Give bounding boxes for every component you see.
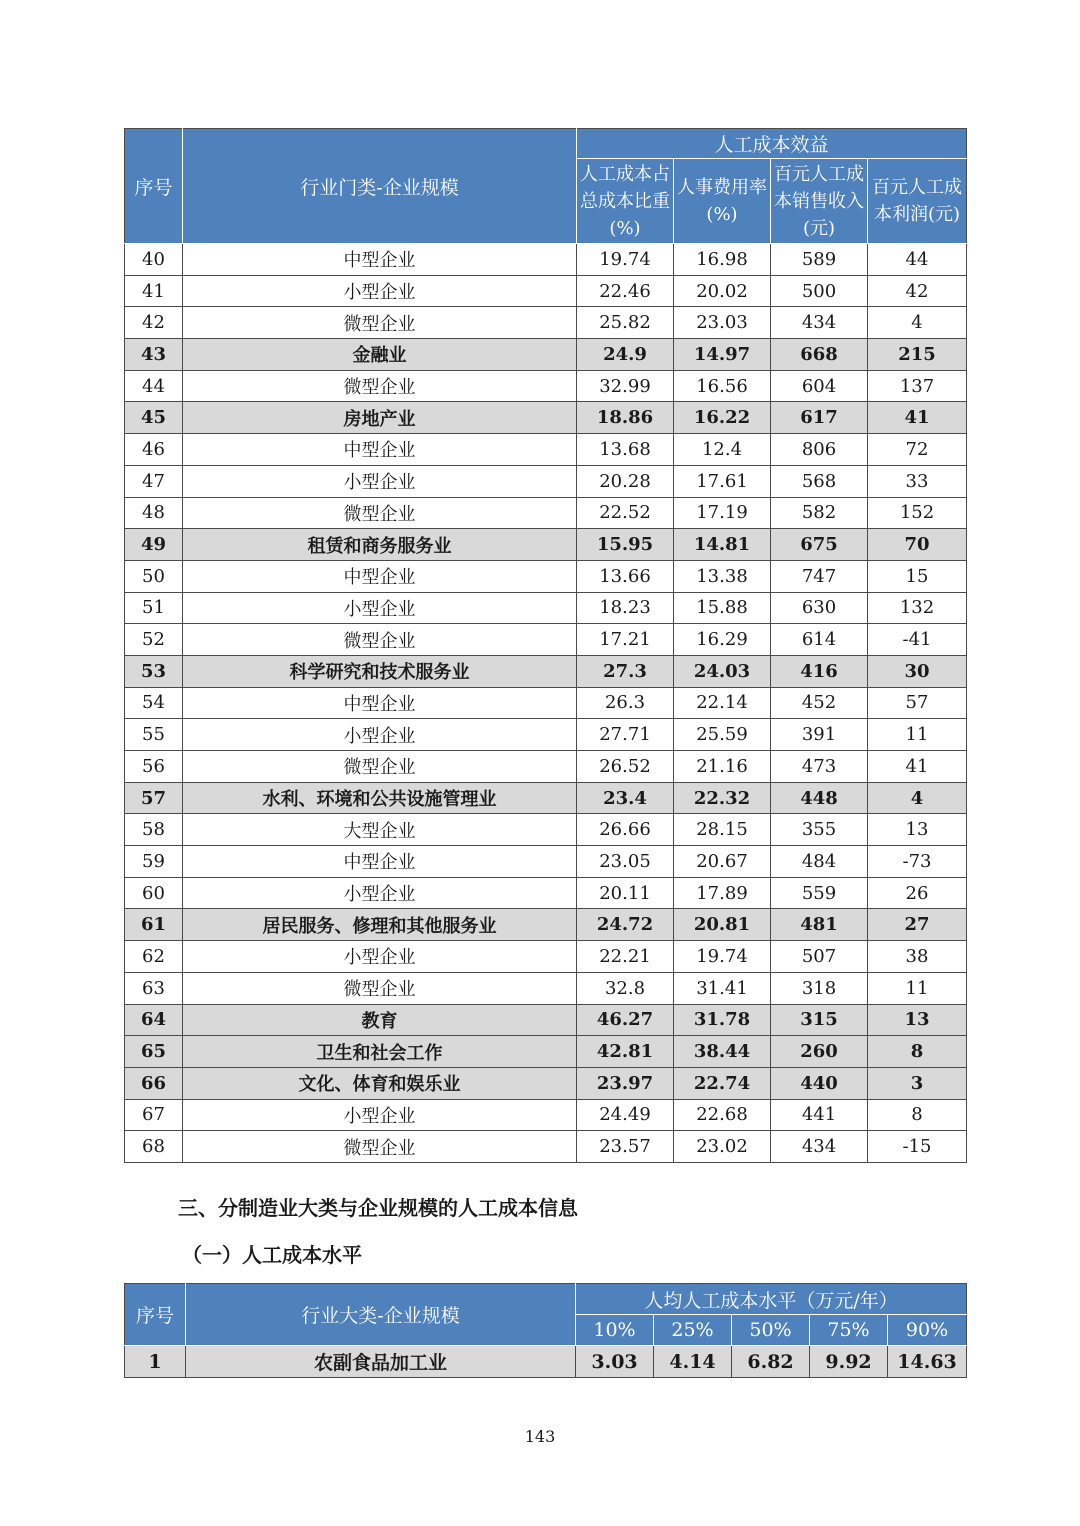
cell-profit-per-100-cost: 215 — [868, 339, 967, 371]
cell-profit-per-100-cost: 15 — [868, 560, 967, 592]
table-row — [125, 941, 967, 973]
cell-index: 40 — [125, 244, 183, 276]
cell-profit-per-100-cost: 57 — [868, 687, 967, 719]
cell-cost-share: 17.21 — [577, 624, 674, 656]
cell-sales-per-100-cost: 559 — [771, 877, 868, 909]
cell-cost-share: 27.3 — [577, 655, 674, 687]
table-row — [125, 909, 967, 941]
cell-sales-per-100-cost: 747 — [771, 560, 868, 592]
cell-sales-per-100-cost: 675 — [771, 529, 868, 561]
cell-profit-per-100-cost: 3 — [868, 1067, 967, 1099]
table-row — [125, 1131, 967, 1163]
cell-profit-per-100-cost: -15 — [868, 1131, 967, 1163]
cell-p25: 4.14 — [654, 1346, 732, 1378]
cell-profit-per-100-cost: 41 — [868, 751, 967, 783]
cell-category: 小型企业 — [183, 592, 577, 624]
cell-index: 50 — [125, 560, 183, 592]
cell-index: 65 — [125, 1036, 183, 1068]
cell-sales-per-100-cost: 260 — [771, 1036, 868, 1068]
cell-sales-per-100-cost: 355 — [771, 814, 868, 846]
cell-category: 微型企业 — [183, 624, 577, 656]
cell-index: 45 — [125, 402, 183, 434]
table-row — [125, 719, 967, 751]
header-profit-per-100-cost: 百元人工成本利润(元) — [868, 159, 967, 244]
cell-sales-per-100-cost: 500 — [771, 275, 868, 307]
cell-personnel-expense-rate: 17.19 — [674, 497, 771, 529]
table-row — [125, 846, 967, 878]
cell-sales-per-100-cost: 440 — [771, 1067, 868, 1099]
section-title: 三、分制造业大类与企业规模的人工成本信息 — [178, 1196, 578, 1220]
cell-personnel-expense-rate: 28.15 — [674, 814, 771, 846]
cell-cost-share: 32.99 — [577, 370, 674, 402]
table-row — [125, 307, 967, 339]
cell-personnel-expense-rate: 13.38 — [674, 560, 771, 592]
cell-index: 67 — [125, 1099, 183, 1131]
cell-profit-per-100-cost: 8 — [868, 1036, 967, 1068]
cell-index: 61 — [125, 909, 183, 941]
cell-index: 49 — [125, 529, 183, 561]
cell-personnel-expense-rate: 12.4 — [674, 434, 771, 466]
cell-personnel-expense-rate: 38.44 — [674, 1036, 771, 1068]
cell-profit-per-100-cost: 30 — [868, 655, 967, 687]
cell-category: 中型企业 — [183, 687, 577, 719]
cell-cost-share: 22.52 — [577, 497, 674, 529]
cell-personnel-expense-rate: 22.32 — [674, 782, 771, 814]
cell-index: 51 — [125, 592, 183, 624]
cell-profit-per-100-cost: 11 — [868, 972, 967, 1004]
cell-cost-share: 22.46 — [577, 275, 674, 307]
cell-category: 小型企业 — [183, 877, 577, 909]
cell-category: 小型企业 — [183, 275, 577, 307]
cell-profit-per-100-cost: 132 — [868, 592, 967, 624]
cell-category: 微型企业 — [183, 497, 577, 529]
cell-sales-per-100-cost: 434 — [771, 1131, 868, 1163]
table-row — [125, 244, 967, 276]
cell-personnel-expense-rate: 17.61 — [674, 465, 771, 497]
cell-cost-share: 23.4 — [577, 782, 674, 814]
header-p25: 25% — [654, 1315, 732, 1346]
table-row — [125, 1099, 967, 1131]
cell-index: 42 — [125, 307, 183, 339]
header-index: 序号 — [125, 1284, 186, 1346]
table-row — [125, 655, 967, 687]
cell-sales-per-100-cost: 806 — [771, 434, 868, 466]
cell-profit-per-100-cost: 4 — [868, 782, 967, 814]
table-row — [125, 402, 967, 434]
cell-profit-per-100-cost: 38 — [868, 941, 967, 973]
cell-index: 58 — [125, 814, 183, 846]
cell-profit-per-100-cost: 4 — [868, 307, 967, 339]
cell-cost-share: 27.71 — [577, 719, 674, 751]
cell-sales-per-100-cost: 568 — [771, 465, 868, 497]
cell-index: 52 — [125, 624, 183, 656]
cell-cost-share: 15.95 — [577, 529, 674, 561]
header-p10: 10% — [576, 1315, 654, 1346]
cell-category: 房地产业 — [183, 402, 577, 434]
table-body — [125, 1346, 967, 1378]
page-number: 143 — [524, 1427, 556, 1446]
cell-profit-per-100-cost: 13 — [868, 814, 967, 846]
cell-cost-share: 24.49 — [577, 1099, 674, 1131]
cell-category: 文化、体育和娱乐业 — [183, 1067, 577, 1099]
cell-cost-share: 42.81 — [577, 1036, 674, 1068]
table-row — [125, 592, 967, 624]
table-row — [125, 782, 967, 814]
cell-category: 水利、环境和公共设施管理业 — [183, 782, 577, 814]
cell-category: 微型企业 — [183, 751, 577, 783]
cell-personnel-expense-rate: 20.67 — [674, 846, 771, 878]
table-row — [125, 1067, 967, 1099]
cell-category: 居民服务、修理和其他服务业 — [183, 909, 577, 941]
table-row — [125, 814, 967, 846]
cell-personnel-expense-rate: 22.74 — [674, 1067, 771, 1099]
cell-category: 微型企业 — [183, 370, 577, 402]
cell-profit-per-100-cost: 27 — [868, 909, 967, 941]
cell-personnel-expense-rate: 31.41 — [674, 972, 771, 1004]
header-sales-per-100-cost: 百元人工成本销售收入(元) — [771, 159, 868, 244]
cell-personnel-expense-rate: 21.16 — [674, 751, 771, 783]
cell-sales-per-100-cost: 315 — [771, 1004, 868, 1036]
cell-personnel-expense-rate: 22.68 — [674, 1099, 771, 1131]
header-cost-share: 人工成本占总成本比重(%) — [577, 159, 674, 244]
cell-cost-share: 23.97 — [577, 1067, 674, 1099]
cell-category: 租赁和商务服务业 — [183, 529, 577, 561]
cell-cost-share: 19.74 — [577, 244, 674, 276]
cell-category: 大型企业 — [183, 814, 577, 846]
cell-cost-share: 20.28 — [577, 465, 674, 497]
header-p50: 50% — [732, 1315, 810, 1346]
cell-sales-per-100-cost: 484 — [771, 846, 868, 878]
cell-cost-share: 26.52 — [577, 751, 674, 783]
table-row — [125, 751, 967, 783]
cell-sales-per-100-cost: 481 — [771, 909, 868, 941]
cell-profit-per-100-cost: 137 — [868, 370, 967, 402]
cell-cost-share: 13.66 — [577, 560, 674, 592]
cell-sales-per-100-cost: 507 — [771, 941, 868, 973]
cell-index: 54 — [125, 687, 183, 719]
cell-profit-per-100-cost: 13 — [868, 1004, 967, 1036]
cell-personnel-expense-rate: 16.29 — [674, 624, 771, 656]
cell-index: 66 — [125, 1067, 183, 1099]
cell-p90: 14.63 — [888, 1346, 967, 1378]
cell-index: 60 — [125, 877, 183, 909]
cell-sales-per-100-cost: 582 — [771, 497, 868, 529]
cell-cost-share: 23.05 — [577, 846, 674, 878]
cell-personnel-expense-rate: 24.03 — [674, 655, 771, 687]
cell-personnel-expense-rate: 16.98 — [674, 244, 771, 276]
cell-profit-per-100-cost: 26 — [868, 877, 967, 909]
cell-personnel-expense-rate: 22.14 — [674, 687, 771, 719]
table-row — [125, 560, 967, 592]
cell-index: 59 — [125, 846, 183, 878]
cell-sales-per-100-cost: 604 — [771, 370, 868, 402]
cell-cost-share: 18.23 — [577, 592, 674, 624]
cell-sales-per-100-cost: 589 — [771, 244, 868, 276]
table-row — [125, 434, 967, 466]
cell-profit-per-100-cost: 152 — [868, 497, 967, 529]
cell-index: 63 — [125, 972, 183, 1004]
cell-sales-per-100-cost: 416 — [771, 655, 868, 687]
table-row — [125, 1036, 967, 1068]
cell-personnel-expense-rate: 20.81 — [674, 909, 771, 941]
cell-personnel-expense-rate: 31.78 — [674, 1004, 771, 1036]
cell-index: 55 — [125, 719, 183, 751]
cell-index: 44 — [125, 370, 183, 402]
cell-sales-per-100-cost: 617 — [771, 402, 868, 434]
cost-level-table — [124, 1283, 967, 1378]
cell-personnel-expense-rate: 23.02 — [674, 1131, 771, 1163]
cell-profit-per-100-cost: -73 — [868, 846, 967, 878]
cell-index: 57 — [125, 782, 183, 814]
cell-sales-per-100-cost: 668 — [771, 339, 868, 371]
table-row — [125, 624, 967, 656]
table-row — [125, 687, 967, 719]
header-group-cost-efficiency: 人工成本效益 — [577, 129, 967, 159]
cell-index: 62 — [125, 941, 183, 973]
header-index: 序号 — [125, 129, 183, 244]
header-group-cost-level: 人均人工成本水平（万元/年） — [576, 1284, 967, 1315]
cell-profit-per-100-cost: 70 — [868, 529, 967, 561]
cell-cost-share: 22.21 — [577, 941, 674, 973]
cell-cost-share: 24.9 — [577, 339, 674, 371]
cell-cost-share: 24.72 — [577, 909, 674, 941]
cell-sales-per-100-cost: 318 — [771, 972, 868, 1004]
cell-category: 金融业 — [183, 339, 577, 371]
cell-index: 46 — [125, 434, 183, 466]
cell-profit-per-100-cost: 72 — [868, 434, 967, 466]
cost-efficiency-table — [124, 128, 967, 1163]
cell-sales-per-100-cost: 473 — [771, 751, 868, 783]
cell-p50: 6.82 — [732, 1346, 810, 1378]
cell-sales-per-100-cost: 452 — [771, 687, 868, 719]
cell-category: 科学研究和技术服务业 — [183, 655, 577, 687]
cell-personnel-expense-rate: 14.81 — [674, 529, 771, 561]
cell-category: 中型企业 — [183, 244, 577, 276]
cell-sales-per-100-cost: 614 — [771, 624, 868, 656]
cell-personnel-expense-rate: 15.88 — [674, 592, 771, 624]
cell-sales-per-100-cost: 391 — [771, 719, 868, 751]
table-row — [125, 972, 967, 1004]
cell-index: 68 — [125, 1131, 183, 1163]
subsection-title: （一）人工成本水平 — [182, 1243, 362, 1267]
cell-personnel-expense-rate: 16.22 — [674, 402, 771, 434]
cell-category: 小型企业 — [183, 465, 577, 497]
table-body — [125, 244, 967, 1163]
cell-profit-per-100-cost: 8 — [868, 1099, 967, 1131]
table-row — [125, 339, 967, 371]
cell-category: 小型企业 — [183, 719, 577, 751]
table-row — [125, 529, 967, 561]
cell-sales-per-100-cost: 441 — [771, 1099, 868, 1131]
cell-cost-share: 20.11 — [577, 877, 674, 909]
cell-profit-per-100-cost: 41 — [868, 402, 967, 434]
cell-personnel-expense-rate: 17.89 — [674, 877, 771, 909]
cell-p10: 3.03 — [576, 1346, 654, 1378]
cell-category: 中型企业 — [183, 846, 577, 878]
cell-index: 53 — [125, 655, 183, 687]
cell-personnel-expense-rate: 14.97 — [674, 339, 771, 371]
header-personnel-expense-rate: 人事费用率(%) — [674, 159, 771, 244]
cell-personnel-expense-rate: 25.59 — [674, 719, 771, 751]
table-row — [125, 275, 967, 307]
cell-p75: 9.92 — [810, 1346, 888, 1378]
cell-category: 小型企业 — [183, 941, 577, 973]
table-row — [125, 465, 967, 497]
cell-cost-share: 46.27 — [577, 1004, 674, 1036]
cell-index: 41 — [125, 275, 183, 307]
cell-personnel-expense-rate: 19.74 — [674, 941, 771, 973]
cell-category: 中型企业 — [183, 560, 577, 592]
cell-cost-share: 23.57 — [577, 1131, 674, 1163]
cell-category: 微型企业 — [183, 972, 577, 1004]
cell-index: 56 — [125, 751, 183, 783]
cell-personnel-expense-rate: 20.02 — [674, 275, 771, 307]
cell-personnel-expense-rate: 16.56 — [674, 370, 771, 402]
cell-category: 农副食品加工业 — [186, 1346, 576, 1378]
table-row — [125, 1004, 967, 1036]
cell-profit-per-100-cost: 33 — [868, 465, 967, 497]
cell-sales-per-100-cost: 448 — [771, 782, 868, 814]
cell-profit-per-100-cost: 11 — [868, 719, 967, 751]
table-row — [125, 497, 967, 529]
cell-index: 1 — [125, 1346, 186, 1378]
header-category: 行业门类-企业规模 — [183, 129, 577, 244]
table-row — [125, 1346, 967, 1378]
cell-category: 中型企业 — [183, 434, 577, 466]
cell-index: 43 — [125, 339, 183, 371]
cell-profit-per-100-cost: -41 — [868, 624, 967, 656]
cell-cost-share: 25.82 — [577, 307, 674, 339]
header-category: 行业大类-企业规模 — [186, 1284, 576, 1346]
cell-index: 64 — [125, 1004, 183, 1036]
cell-category: 微型企业 — [183, 1131, 577, 1163]
cell-category: 小型企业 — [183, 1099, 577, 1131]
cell-index: 48 — [125, 497, 183, 529]
cell-category: 卫生和社会工作 — [183, 1036, 577, 1068]
cell-personnel-expense-rate: 23.03 — [674, 307, 771, 339]
cell-cost-share: 26.66 — [577, 814, 674, 846]
cell-cost-share: 26.3 — [577, 687, 674, 719]
table-row — [125, 877, 967, 909]
cell-cost-share: 13.68 — [577, 434, 674, 466]
cell-category: 微型企业 — [183, 307, 577, 339]
cell-profit-per-100-cost: 42 — [868, 275, 967, 307]
cell-profit-per-100-cost: 44 — [868, 244, 967, 276]
table-row — [125, 370, 967, 402]
cell-category: 教育 — [183, 1004, 577, 1036]
cell-index: 47 — [125, 465, 183, 497]
cell-cost-share: 32.8 — [577, 972, 674, 1004]
cell-sales-per-100-cost: 434 — [771, 307, 868, 339]
cell-sales-per-100-cost: 630 — [771, 592, 868, 624]
header-p75: 75% — [810, 1315, 888, 1346]
header-p90: 90% — [888, 1315, 967, 1346]
cell-cost-share: 18.86 — [577, 402, 674, 434]
